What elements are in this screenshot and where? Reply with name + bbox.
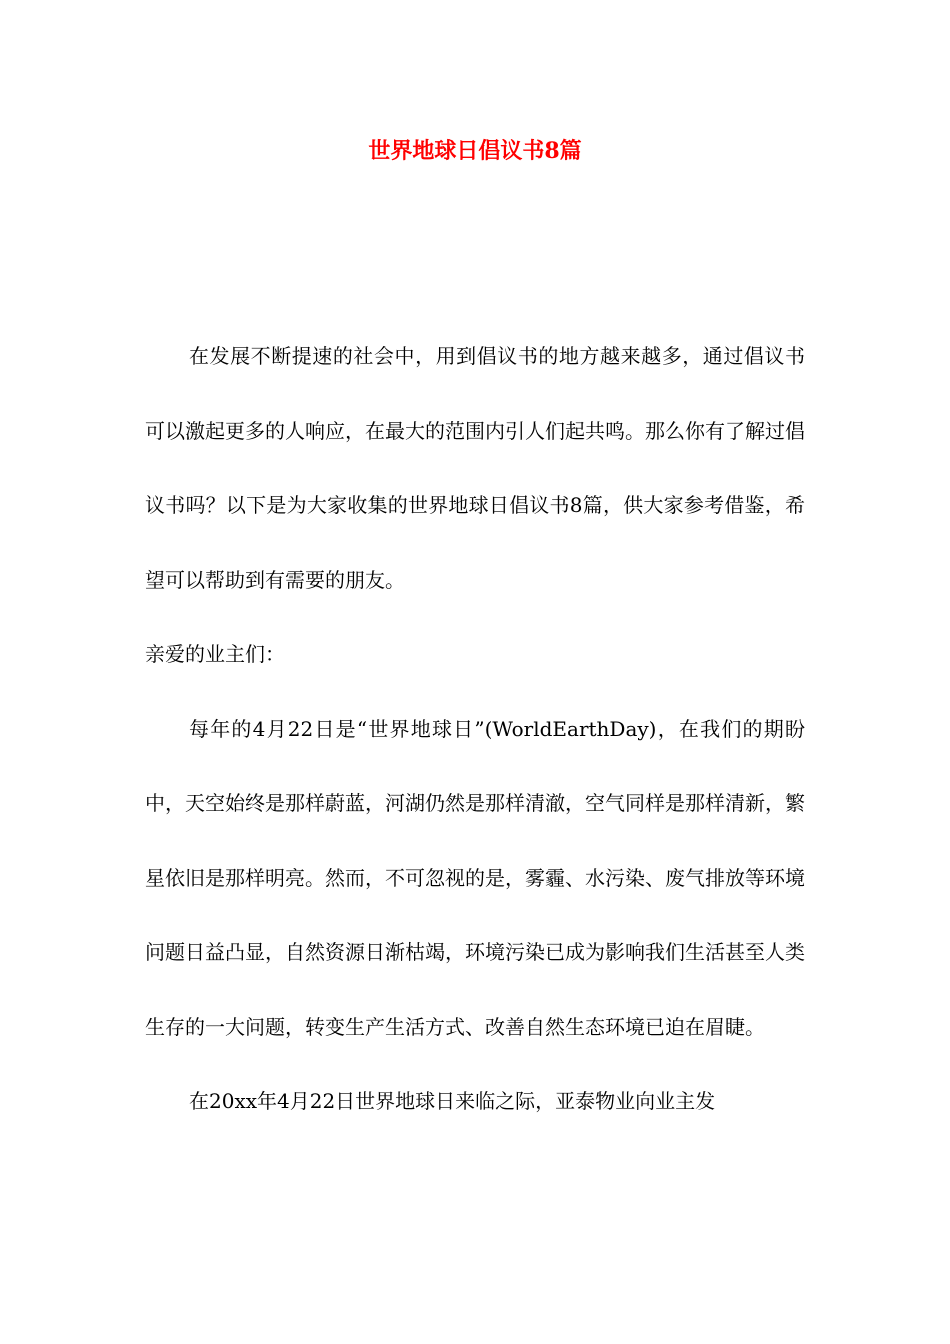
document-title: 世界地球日倡议书8篇 (368, 138, 582, 164)
document-body (145, 319, 805, 1139)
earth-day-paragraph: 每年的4月22日是“世界地球日”(WorldEarthDay)，在我们的期盼中，天空始终是那样蔚蓝，河湖仍然是那样清澈，空气同样是那样清新，繁星依旧是那样明亮。然而，不可忽视的是，雾霾、水污染、废气排放等环境问题日益凸显，自然资源日渐枯竭，环境污染已成为影响我们生活甚至人类生存的一大问题，转变生产生活方式、改善自然生态环境已迫在眉睫。 (145, 716, 805, 1039)
intro-paragraph: 在发展不断提速的社会中，用到倡议书的地方越来越多，通过倡议书可以激起更多的人响应，在最大的范围内引人们起共鸣。那么你有了解过倡议书吗？以下是为大家收集的世界地球日倡议书8篇，供大家参考借鉴，希望可以帮助到有需要的朋友。 (145, 344, 805, 592)
initiative-paragraph: 在20xx年4月22日世界地球日来临之际，亚泰物业向业主发 (189, 1089, 716, 1113)
salutation: 亲爱的业主们： (145, 642, 285, 666)
